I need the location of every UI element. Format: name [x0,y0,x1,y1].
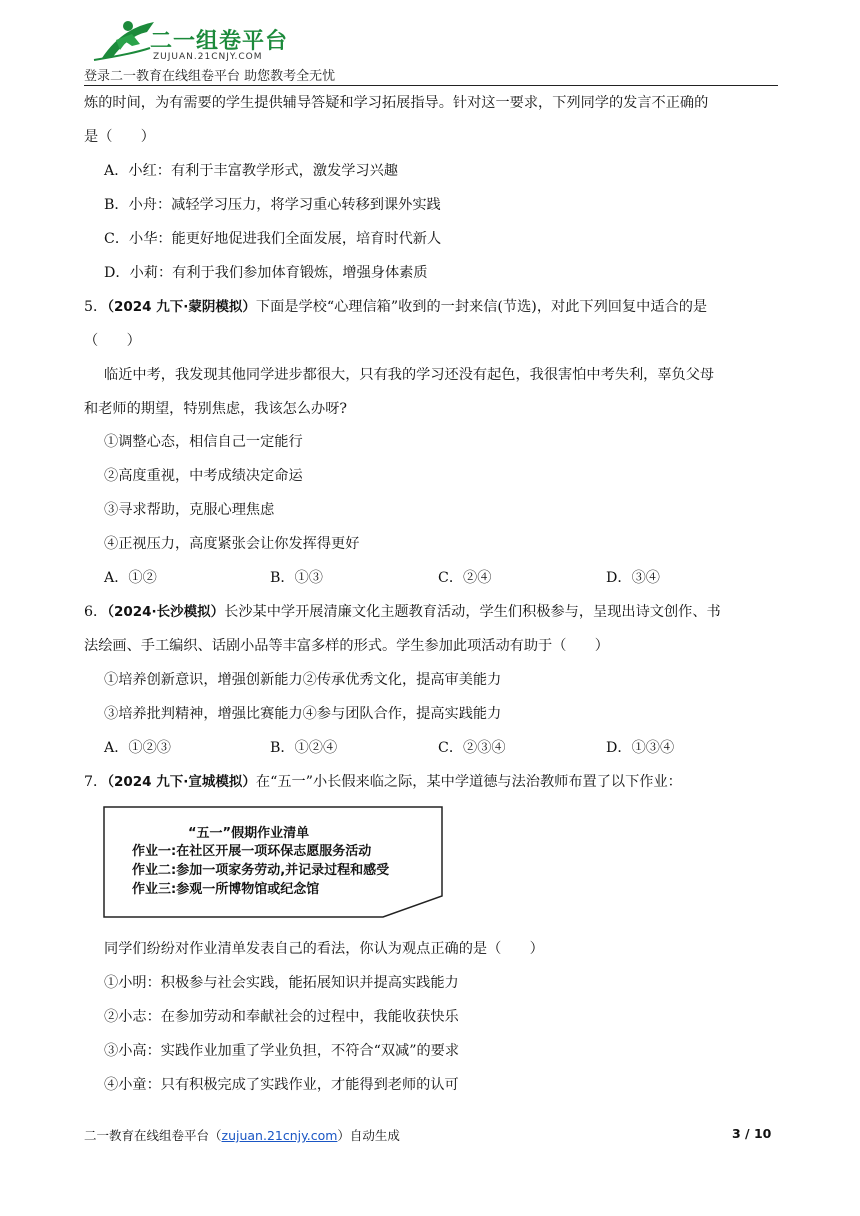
q5-choice-a: A．①② [104,570,157,586]
q5-item-1: ①调整心态，相信自己一定能行 [104,434,303,450]
q4-option-a: A．小红：有利于丰富教学形式，激发学习兴趣 [104,163,398,179]
q7-stem-line2: 同学们纷纷对作业清单发表自己的看法，你认为观点正确的是（ ） [104,941,544,957]
q5-item-2: ②高度重视，中考成绩决定命运 [104,468,303,484]
q6-stem: 长沙某中学开展清廉文化主题教育活动，学生们积极参与，呈现出诗文创作、书 [224,604,721,620]
q4-option-c: C．小华：能更好地促进我们全面发展，培育时代新人 [104,231,442,247]
q5-stem-line1 [84,297,707,317]
homework-item-3: 作业三:参观一所博物馆或纪念馆 [132,882,320,897]
q7-stem: 在“五一”小长假来临之际，某中学道德与法治教师布置了以下作业： [255,774,682,790]
q5-source: （2024 九下·蒙阴模拟） [107,299,256,315]
q5-stem-line2: （ ） [84,333,141,349]
q6-choice-a: A．①②③ [104,740,171,756]
header-tagline: 登录二一教育在线组卷平台 助您教考全无忧 [84,69,336,84]
q7-item-1: ①小明：积极参与社会实践，能拓展知识并提高实践能力 [104,975,459,991]
q6-choice-c: C．②③④ [438,740,506,756]
q7-item-4: ④小童：只有积极完成了实践作业，才能得到老师的认可 [104,1077,459,1093]
logo-subtext: ZUJUAN.21CNJY.COM [153,52,263,62]
q4-stem-line2: 是（ ） [84,129,155,145]
header-divider [84,85,778,86]
q5-letter-line2: 和老师的期望，特别焦虑，我该怎么办呀? [84,401,347,417]
q5-letter-line1: 临近中考，我发现其他同学进步都很大，只有我的学习还没有起色，我很害怕中考失利，辜负父母 [104,367,715,383]
q7-source: （2024 九下·宣城模拟） [107,774,256,790]
q7-stem-line1 [84,772,682,792]
q5-number: 5． [84,299,108,315]
footer-suffix: ）自动生成 [337,1128,400,1143]
q6-choice-b: B．①②④ [270,740,338,756]
page-number: 3 / 10 [732,1126,772,1141]
homework-item-1: 作业一:在社区开展一项环保志愿服务活动 [132,844,372,859]
q6-stem-line2: 法绘画、手工编织、话剧小品等丰富多样的形式。学生参加此项活动有助于（ ） [84,638,609,654]
q4-stem-line1: 炼的时间，为有需要的学生提供辅导答疑和学习拓展指导。针对这一要求，下列同学的发言不正确的 [84,95,709,111]
footer-prefix: 二一教育在线组卷平台（ [84,1128,222,1143]
q7-item-3: ③小高：实践作业加重了学业负担，不符合“双减”的要求 [104,1043,460,1059]
q5-item-3: ③寻求帮助，克服心理焦虑 [104,502,275,518]
q6-number: 6． [84,604,108,620]
q4-option-d: D．小莉：有利于我们参加体育锻炼，增强身体素质 [104,265,428,281]
q5-choice-c: C．②④ [438,570,492,586]
q7-item-2: ②小志：在参加劳动和奉献社会的过程中，我能收获快乐 [104,1009,459,1025]
q6-items-line1: ①培养创新意识，增强创新能力②传承优秀文化，提高审美能力 [104,672,502,688]
q7-number: 7． [84,774,108,790]
q6-stem-line1 [84,602,721,622]
q5-stem: 下面是学校“心理信箱”收到的一封来信(节选)，对此下列回复中适合的是 [255,299,708,315]
homework-box-title: “五一”假期作业清单 [188,826,310,841]
q6-items-line2: ③培养批判精神，增强比赛能力④参与团队合作，提高实践能力 [104,706,502,722]
homework-item-2: 作业二:参加一项家务劳动,并记录过程和感受 [132,863,390,878]
q6-source: （2024·长沙模拟） [107,604,225,620]
q4-option-b: B．小舟：减轻学习压力，将学习重心转移到课外实践 [104,197,441,213]
footer-link[interactable]: zujuan.21cnjy.com [221,1128,338,1143]
logo-text: 二一组卷平台 [150,29,289,54]
q5-item-4: ④正视压力，高度紧张会让你发挥得更好 [104,536,360,552]
q6-choice-d: D．①③④ [606,740,675,756]
footer-source [84,1126,400,1144]
q5-choice-b: B．①③ [270,570,323,586]
q5-choice-d: D．③④ [606,570,660,586]
